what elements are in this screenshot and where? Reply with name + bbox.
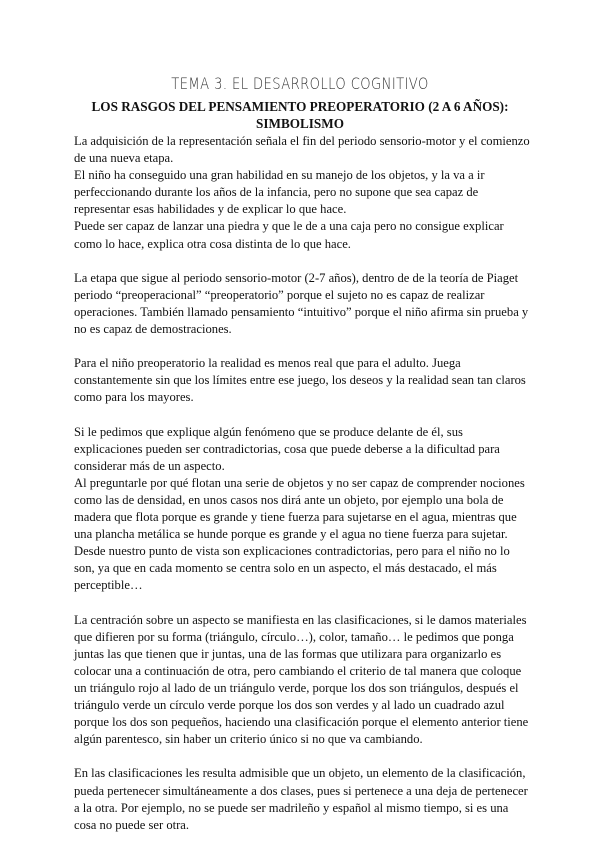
paragraph: La etapa que sigue al periodo sensorio-motor (2-7 años), dentro de de la teoría de Piaget periodo “preoperacional” “preoperatorio” porque el sujeto no es capaz de realizar operaciones. También llamado pensamiento “intuitivo” porque el niño afirma sin prueba y no es capaz de demostraciones. — [74, 270, 529, 337]
paragraph: En las clasificaciones les resulta admisible que un objeto, un elemento de la clasificación, pueda pertenecer simultáneamente a dos clases, pues si pertenece a una deja de pertenecer a la otra. Por ejemplo, no se puede ser madrileño y español al mismo tiempo, si es una cosa no puede ser otra. — [74, 766, 528, 832]
paragraph: La centración sobre un aspecto se manifiesta en las clasificaciones, si le damos materiales que difieren por su forma (triángulo, círculo…), color, tamaño… le pedimos que ponga juntas las que tienen que ir juntas, una de las formas que utilizara para organizarlo es colocar una a continuación de otra, pero cambiando el criterio de tal manera que coloque un triángulo rojo al lado de un triángulo verde, porque los dos son triángulos, después el triángulo verde un círculo verde porque los dos son verdes y al lado un cuadrado azul porque los dos son pequeños, haciendo una clasificación porque el elemento anterior tiene algún parentesco, sin haber un criterio único si no que va cambiando. — [74, 612, 529, 747]
paragraph: Puede ser capaz de lanzar una piedra y que le de a una caja pero no consigue explicar como lo hace, explica otra cosa distinta de lo que hace. — [74, 219, 504, 251]
paragraph: El niño ha conseguido una gran habilidad en su manejo de los objetos, y la va a ir perfeccionando durante los años de la infancia, pero no supone que sea capaz de representar esas habilidades y de explicar lo que hace. — [74, 168, 485, 217]
paragraph: Si le pedimos que explique algún fenómeno que se produce delante de él, sus explicaciones pueden ser contradictorias, cosa que puede deberse a la dificultad para considerar más de un aspecto. — [74, 424, 500, 473]
paragraph: Para el niño preoperatorio la realidad es menos real que para el adulto. Juega constantemente sin que los límites entre ese juego, los deseos y la realidad sean tan claros como para los mayores. — [74, 356, 526, 405]
document-body — [74, 133, 530, 834]
paragraph: Al preguntarle por qué flotan una serie de objetos y no ser capaz de comprender nociones como las de densidad, en unos casos nos dirá ante un objeto, por ejemplo una bola de madera que flota porque es grande y tiene fuerza para sujetarse en el agua, mientras que una plancha metálica se hunde porque es grande y el agua no tiene fuerza para sujetar. — [74, 475, 525, 542]
document-title: TEMA 3. EL DESARROLLO COGNITIVO — [171, 74, 429, 93]
paragraph: La adquisición de la representación señala el fin del periodo sensorio-motor y el comienzo de una nueva etapa. — [74, 134, 530, 166]
paragraph: Desde nuestro punto de vista son explicaciones contradictorias, pero para el niño no lo son, ya que en cada momento se centra solo en un aspecto, el más destacado, el más perceptible… — [74, 544, 510, 593]
section-heading: LOS RASGOS DEL PENSAMIENTO PREOPERATORIO (2 A 6 AÑOS): SIMBOLISMO — [91, 99, 509, 131]
